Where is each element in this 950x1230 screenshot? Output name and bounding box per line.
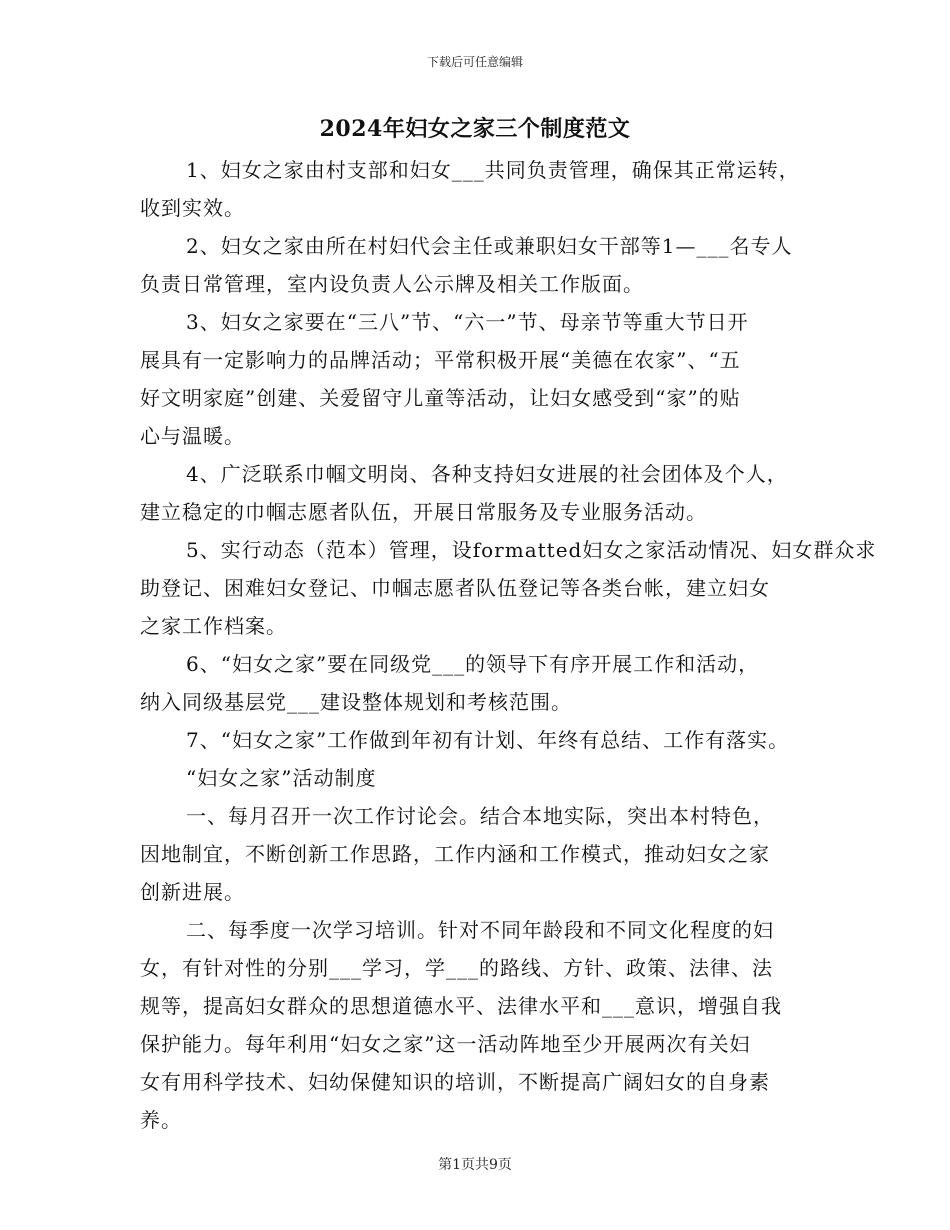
text-line-20: 创新进展。 xyxy=(140,880,245,904)
text-line-2: 收到实效。 xyxy=(140,196,245,220)
text-line-23: 规等，提高妇女群众的思想道德水平、法律水平和___意识，增强自我 xyxy=(140,994,782,1018)
text-line-7: 好文明家庭”创建、关爱留守儿童等活动，让妇女感受到“家”的贴 xyxy=(140,386,741,410)
text-line-8: 心与温暖。 xyxy=(140,424,245,448)
page-header: 下载后可任意编辑 xyxy=(426,55,523,69)
document-title: 2024年妇女之家三个制度范文 xyxy=(319,116,631,142)
text-line-14: 6、“妇女之家”要在同级党___的领导下有序开展工作和活动， xyxy=(186,652,760,676)
text-line-1: 1、妇女之家由村支部和妇女___共同负责管理，确保其正常运转， xyxy=(186,158,800,182)
text-line-26: 养。 xyxy=(140,1108,182,1132)
text-line-3: 2、妇女之家由所在村妇代会主任或兼职妇女干部等1—___名专人 xyxy=(186,234,793,258)
text-line-21: 二、每季度一次学习培训。针对不同年龄段和不同文化程度的妇 xyxy=(186,918,774,942)
text-line-12: 助登记、困难妇女登记、巾帼志愿者队伍登记等各类台帐，建立妇女 xyxy=(140,576,770,600)
text-line-11: 5、实行动态（范本）管理，设formatted妇女之家活动情况、妇女群众求 xyxy=(186,538,877,562)
section-heading: “妇女之家”活动制度 xyxy=(186,766,377,790)
text-line-15: 纳入同级基层党___建设整体规划和考核范围。 xyxy=(140,690,572,714)
page-footer: 第1页共9页 xyxy=(438,1157,512,1173)
text-line-13: 之家工作档案。 xyxy=(140,614,287,638)
text-line-10: 建立稳定的巾帼志愿者队伍，开展日常服务及专业服务活动。 xyxy=(140,500,707,524)
text-line-25: 女有用科学技术、妇幼保健知识的培训，不断提高广阔妇女的自身素 xyxy=(140,1070,770,1094)
text-line-18: 一、每月召开一次工作讨论会。结合本地实际，突出本村特色， xyxy=(186,804,774,828)
text-line-22: 女，有针对性的分别___学习，学___的路线、方针、政策、法律、法 xyxy=(140,956,773,980)
text-line-4: 负责日常管理，室内设负责人公示牌及相关工作版面。 xyxy=(140,272,644,296)
text-line-9: 4、广泛联系巾帼文明岗、各种支持妇女进展的社会团体及个人， xyxy=(186,462,788,486)
text-line-6: 展具有一定影响力的品牌活动；平常积极开展“美德在农家”、“五 xyxy=(140,348,741,372)
text-line-24: 保护能力。每年利用“妇女之家”这一活动阵地至少开展两次有关妇 xyxy=(140,1032,751,1056)
text-line-5: 3、妇女之家要在“三八”节、“六一”节、母亲节等重大节日开 xyxy=(186,310,749,334)
text-line-19: 因地制宜，不断创新工作思路，工作内涵和工作模式，推动妇女之家 xyxy=(140,842,770,866)
text-line-16: 7、“妇女之家”工作做到年初有计划、年终有总结、工作有落实。 xyxy=(186,728,790,752)
document-body xyxy=(140,151,877,1139)
